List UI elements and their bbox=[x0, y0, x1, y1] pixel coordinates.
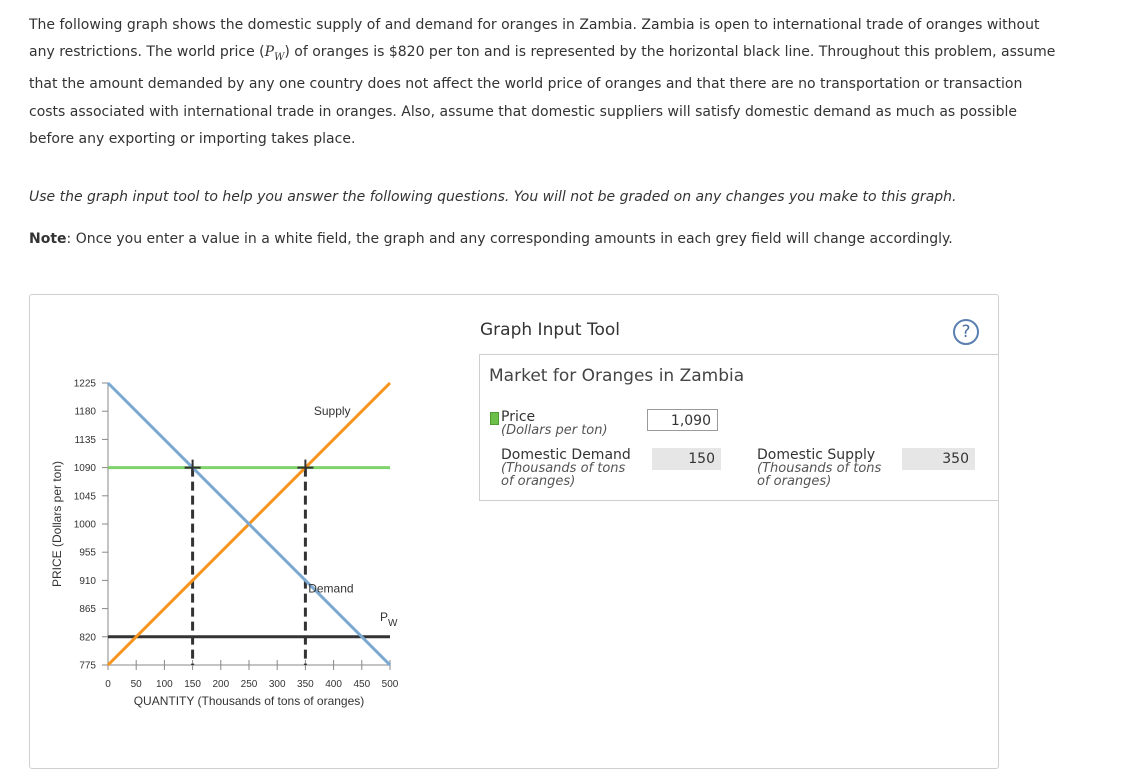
x-tick-label: 500 bbox=[381, 679, 399, 690]
y-tick-label: 1045 bbox=[73, 491, 96, 503]
y-axis-label: PRICE (Dollars per ton) bbox=[50, 460, 64, 588]
y-tick-label: 1225 bbox=[73, 378, 96, 390]
instruction-text: Use the graph input tool to help you answer the following questions. You will not be graded on any changes you make to this graph. bbox=[29, 189, 957, 205]
price-color-swatch bbox=[490, 412, 499, 425]
market-title: Market for Oranges in Zambia bbox=[489, 366, 745, 386]
x-tick-label: 450 bbox=[353, 679, 371, 690]
x-tick-label: 300 bbox=[268, 679, 286, 690]
domestic-demand-label: Domestic Demand (Thousands of tons of oranges) bbox=[501, 447, 631, 489]
world-price-label: $P_W$ bbox=[380, 609, 398, 629]
y-tick-label: 1180 bbox=[74, 406, 96, 418]
graph-input-tool-title: Graph Input Tool bbox=[480, 320, 620, 340]
supply-label: Supply bbox=[313, 404, 351, 419]
x-axis-label: QUANTITY (Thousands of tons of oranges) bbox=[133, 694, 365, 708]
x-tick-label: 250 bbox=[240, 679, 258, 690]
x-tick-label: 350 bbox=[297, 679, 314, 690]
note-text: Note: Once you enter a value in a white field, the graph and any corresponding amounts in each grey field will change accordingly. bbox=[29, 231, 953, 247]
y-tick-label: 820 bbox=[79, 632, 96, 644]
x-tick-label: 150 bbox=[184, 679, 201, 690]
y-tick-label: 775 bbox=[79, 660, 96, 672]
y-tick-label: 1000 bbox=[73, 519, 96, 531]
x-tick-label: 0 bbox=[105, 679, 111, 690]
problem-intro: The following graph shows the domestic supply of and demand for oranges in Zambia. Zambia is open to international trade of oranges without any restrictions. The world price $(P_W)$ of oranges is $820 per ton and is represented by the horizontal black line. Throughout this problem, assume that the amount demanded by any one country does not affect the world price of oranges and that there are no transportation or transaction costs associated with international trade in oranges. Also, assume that domestic suppliers will satisfy domestic demand as much as possible before any exporting or importing takes place. bbox=[29, 17, 1056, 147]
world-price-symbol: $P_W$ bbox=[264, 44, 285, 64]
x-tick-label: 50 bbox=[130, 679, 142, 690]
y-tick-label: 1090 bbox=[73, 463, 96, 475]
x-tick-label: 100 bbox=[156, 679, 173, 690]
x-tick-label: 200 bbox=[212, 679, 230, 690]
demand-label: Demand bbox=[308, 581, 354, 596]
y-tick-label: 955 bbox=[79, 547, 96, 559]
y-tick-label: 865 bbox=[79, 604, 96, 616]
domestic-demand-value: 150 bbox=[652, 448, 721, 470]
x-tick-label: 400 bbox=[325, 679, 342, 690]
price-input[interactable]: 1,090 bbox=[647, 409, 718, 431]
supply-demand-chart[interactable] bbox=[30, 295, 450, 767]
help-icon[interactable]: ? bbox=[953, 319, 979, 345]
price-label: Price (Dollars per ton) bbox=[501, 409, 608, 438]
y-tick-label: 910 bbox=[79, 575, 96, 587]
domestic-supply-label: Domestic Supply (Thousands of tons of oranges) bbox=[757, 447, 882, 489]
y-tick-label: 1135 bbox=[74, 434, 96, 446]
domestic-supply-value: 350 bbox=[902, 448, 975, 470]
